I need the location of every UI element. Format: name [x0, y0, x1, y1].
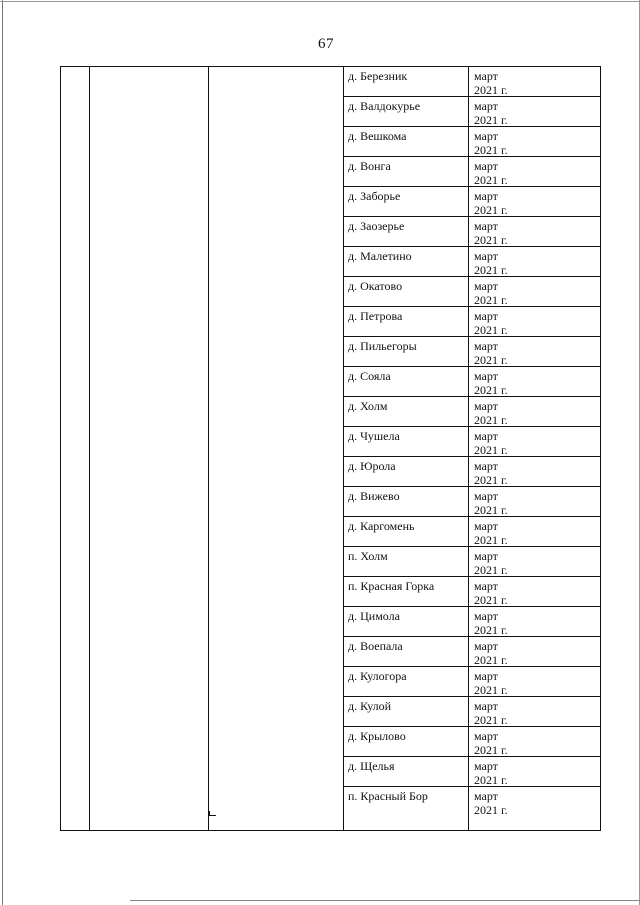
deadline-month: март [474, 489, 498, 503]
deadline-month: март [474, 129, 498, 143]
deadline-year: 2021 г. [474, 323, 508, 337]
table-row [343, 547, 601, 577]
deadline-year: 2021 г. [474, 773, 508, 787]
deadline-month: март [474, 729, 498, 743]
table-row [343, 337, 601, 367]
deadline-year: 2021 г. [474, 173, 508, 187]
deadline-month: март [474, 579, 498, 593]
deadline-month: март [474, 249, 498, 263]
schedule-table [60, 66, 601, 831]
table-row [343, 97, 601, 127]
settlement-name: д. Юрола [348, 459, 396, 473]
deadline-month: март [474, 219, 498, 233]
table-row [343, 757, 601, 787]
deadline-month: март [474, 69, 498, 83]
settlement-name: д. Валдокурье [348, 99, 421, 113]
settlement-name: д. Окатово [348, 279, 403, 293]
settlement-name: д. Воепала [348, 639, 403, 653]
settlement-name: д. Крылово [348, 729, 406, 743]
table-row [343, 607, 601, 637]
deadline-year: 2021 г. [474, 353, 508, 367]
settlement-name: д. Каргомень [348, 519, 415, 533]
table-row [343, 247, 601, 277]
deadline-month: март [474, 639, 498, 653]
scan-mark-stem [209, 811, 210, 816]
deadline-year: 2021 г. [474, 713, 508, 727]
deadline-year: 2021 г. [474, 143, 508, 157]
settlement-name: д. Березник [348, 69, 408, 83]
table-row [343, 637, 601, 667]
table-row [343, 697, 601, 727]
settlement-name: д. Холм [348, 399, 388, 413]
settlement-name: д. Цимола [348, 609, 400, 623]
settlement-name: д. Петрова [348, 309, 403, 323]
deadline-year: 2021 г. [474, 623, 508, 637]
settlement-name: д. Малетино [348, 249, 412, 263]
table-row [343, 307, 601, 337]
page-number: 67 [318, 36, 334, 52]
deadline-year: 2021 г. [474, 233, 508, 247]
deadline-year: 2021 г. [474, 443, 508, 457]
settlement-name: д. Сояла [348, 369, 391, 383]
table-row [343, 67, 601, 97]
settlement-name: п. Красная Горка [348, 579, 435, 593]
deadline-year: 2021 г. [474, 203, 508, 217]
deadline-month: март [474, 759, 498, 773]
deadline-month: март [474, 549, 498, 563]
table-row [343, 457, 601, 487]
settlement-name: д. Кулой [348, 699, 392, 713]
deadline-year: 2021 г. [474, 533, 508, 547]
page-border-left [2, 0, 3, 905]
deadline-year: 2021 г. [474, 803, 508, 817]
deadline-month: март [474, 339, 498, 353]
settlement-name: д. Чушела [348, 429, 400, 443]
deadline-month: март [474, 99, 498, 113]
settlement-name: д. Вешкома [348, 129, 407, 143]
settlement-name: п. Красный Бор [348, 789, 428, 803]
deadline-month: март [474, 429, 498, 443]
scan-mark [209, 815, 216, 816]
deadline-year: 2021 г. [474, 413, 508, 427]
table-row [343, 427, 601, 457]
deadline-year: 2021 г. [474, 263, 508, 277]
table-row [343, 397, 601, 427]
deadline-year: 2021 г. [474, 383, 508, 397]
table-row [343, 667, 601, 697]
table-row [343, 577, 601, 607]
deadline-year: 2021 г. [474, 293, 508, 307]
column-divider-2 [208, 67, 209, 830]
column-divider-1 [89, 67, 90, 830]
deadline-month: март [474, 369, 498, 383]
deadline-month: март [474, 189, 498, 203]
settlement-name: п. Холм [348, 549, 388, 563]
table-row [343, 367, 601, 397]
deadline-year: 2021 г. [474, 473, 508, 487]
deadline-month: март [474, 789, 498, 803]
deadline-month: март [474, 609, 498, 623]
deadline-month: март [474, 159, 498, 173]
settlement-name: д. Вонга [348, 159, 391, 173]
settlement-name: д. Заборье [348, 189, 401, 203]
table-row [343, 217, 601, 247]
page-border-bottom [130, 900, 640, 901]
table-row [343, 517, 601, 547]
table-row [343, 727, 601, 757]
deadline-month: март [474, 459, 498, 473]
deadline-year: 2021 г. [474, 593, 508, 607]
deadline-month: март [474, 309, 498, 323]
deadline-month: март [474, 519, 498, 533]
settlement-name: д. Кулогора [348, 669, 407, 683]
deadline-year: 2021 г. [474, 83, 508, 97]
deadline-year: 2021 г. [474, 113, 508, 127]
page-border-top [0, 1, 640, 2]
deadline-month: март [474, 399, 498, 413]
settlement-name: д. Вижево [348, 489, 400, 503]
settlement-name: д. Заозерье [348, 219, 405, 233]
settlement-name: д. Пильегоры [348, 339, 417, 353]
table-row [343, 487, 601, 517]
table-row [343, 787, 601, 832]
settlement-name: д. Щелья [348, 759, 395, 773]
table-rows [343, 67, 601, 832]
deadline-year: 2021 г. [474, 563, 508, 577]
table-row [343, 157, 601, 187]
table-row [343, 127, 601, 157]
deadline-year: 2021 г. [474, 503, 508, 517]
deadline-year: 2021 г. [474, 653, 508, 667]
deadline-month: март [474, 279, 498, 293]
table-row [343, 277, 601, 307]
deadline-year: 2021 г. [474, 743, 508, 757]
deadline-month: март [474, 699, 498, 713]
deadline-year: 2021 г. [474, 683, 508, 697]
table-row [343, 187, 601, 217]
deadline-month: март [474, 669, 498, 683]
